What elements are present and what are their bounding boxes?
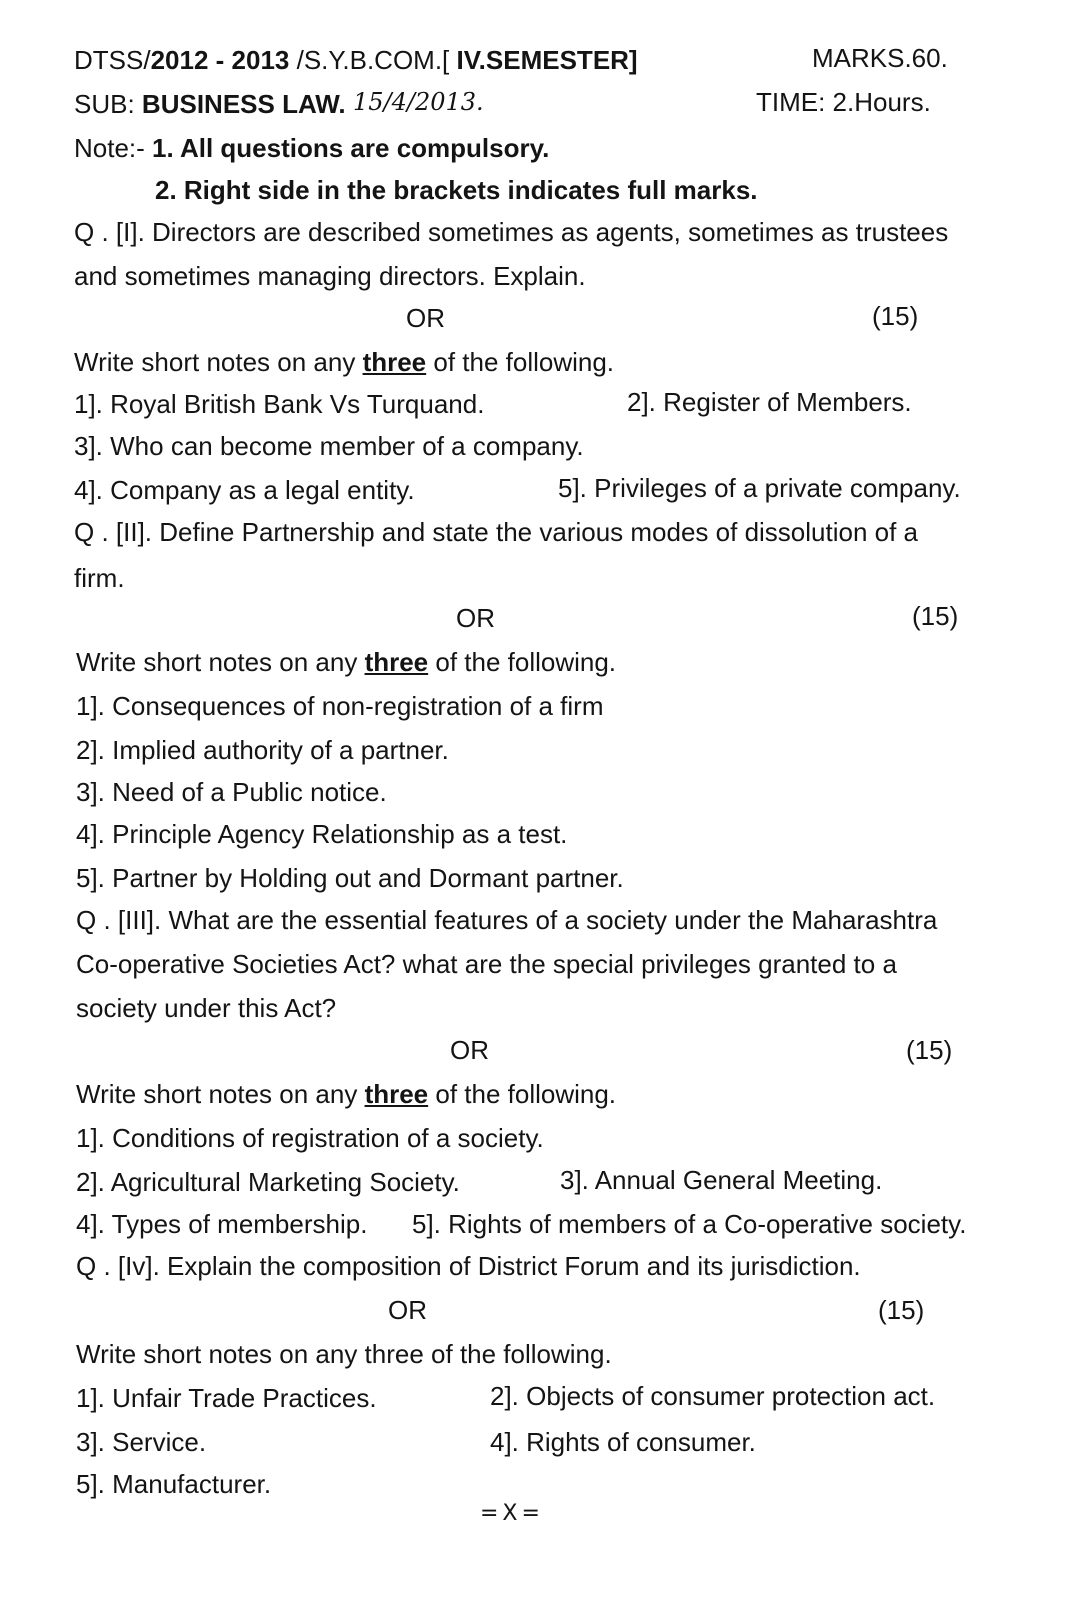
q1-text-line-2: and sometimes managing directors. Explain. [74,261,586,291]
q2-item-2: 2]. Implied authority of a partner. [76,735,449,765]
exam-time: TIME: 2.Hours. [756,87,931,117]
q3-text-line-2: Co-operative Societies Act? what are the special privileges granted to a [76,949,897,979]
q2-text-line-1: Q . [II]. Define Partnership and state the various modes of dissolution of a [74,517,919,547]
note-1: 1. All questions are compulsory. [152,133,550,163]
short-notes-text-end: of the following. [428,1079,617,1109]
q1-short-notes-heading [74,346,614,378]
q1-marks: (15) [872,301,919,331]
q2-marks: (15) [912,601,959,631]
q1-item-3: 3]. Who can become member of a company. [74,431,584,461]
semester: IV.SEMESTER] [449,45,638,75]
q1-item-1: 1]. Royal British Bank Vs Turquand. [74,389,485,419]
three-emphasis: three [364,647,429,677]
handwritten-date: 15/4/2013. [353,88,484,116]
q4-item-5: 5]. Manufacturer. [76,1469,272,1499]
q1-item-2: 2]. Register of Members. [627,387,912,417]
header-subject-line [74,88,346,120]
note-2: 2. Right side in the brackets indicates full marks. [155,175,758,205]
q3-text-line-3: society under this Act? [76,993,337,1023]
q3-text-line-1: Q . [III]. What are the essential features of a society under the Maharashtra [76,905,938,935]
q4-text-line-1: Q . [Iv]. Explain the composition of District Forum and its jurisdiction. [76,1251,861,1281]
header-course-line [74,44,638,76]
q3-item-5: 5]. Rights of members of a Co-operative society. [412,1209,967,1239]
q1-or: OR [406,303,445,333]
q1-item-4: 4]. Company as a legal entity. [74,475,415,505]
q1-text-line-1: Q . [I]. Directors are described sometimes as agents, sometimes as trustees [74,217,949,247]
q2-or: OR [456,603,495,633]
q4-item-3: 3]. Service. [76,1427,207,1457]
q3-marks: (15) [906,1035,953,1065]
code-prefix: DTSS/ [74,45,151,75]
q2-item-5: 5]. Partner by Holding out and Dormant partner. [76,863,624,893]
q4-marks: (15) [878,1295,925,1325]
short-notes-text: Write short notes on any [74,347,363,377]
subject-name: BUSINESS LAW. [141,89,346,119]
q1-item-5: 5]. Privileges of a private company. [558,473,961,503]
q4-item-4: 4]. Rights of consumer. [490,1427,756,1457]
q3-item-3: 3]. Annual General Meeting. [560,1165,883,1195]
three-emphasis: three [362,347,427,377]
q2-text-line-2: firm. [74,563,125,593]
total-marks: MARKS.60. [812,43,948,73]
end-of-paper-mark: =X= [480,1501,544,1526]
short-notes-text: Write short notes on any [76,647,365,677]
q3-or: OR [450,1035,489,1065]
note-line-1 [74,132,549,164]
q2-item-1: 1]. Consequences of non-registration of a firm [76,691,604,721]
q3-item-4: 4]. Types of membership. [76,1209,368,1239]
course-name: /S.Y.B.COM.[ [289,45,450,75]
exam-year: 2012 - 2013 [150,45,290,75]
q3-item-1: 1]. Conditions of registration of a society. [76,1123,544,1153]
note-label: Note:- [74,133,153,163]
short-notes-text-end: of the following. [426,347,615,377]
q4-short-notes-heading: Write short notes on any three of the following. [76,1339,612,1369]
q2-item-3: 3]. Need of a Public notice. [76,777,387,807]
q2-short-notes-heading [76,646,616,678]
q4-item-1: 1]. Unfair Trade Practices. [76,1383,377,1413]
short-notes-text-end: of the following. [428,647,617,677]
three-emphasis: three [364,1079,429,1109]
q3-item-2: 2]. Agricultural Marketing Society. [76,1167,460,1197]
subject-label: SUB: [74,89,142,119]
q3-short-notes-heading [76,1078,616,1110]
q4-item-2: 2]. Objects of consumer protection act. [490,1381,936,1411]
short-notes-text: Write short notes on any [76,1079,365,1109]
q4-or: OR [388,1295,427,1325]
q2-item-4: 4]. Principle Agency Relationship as a test. [76,819,568,849]
